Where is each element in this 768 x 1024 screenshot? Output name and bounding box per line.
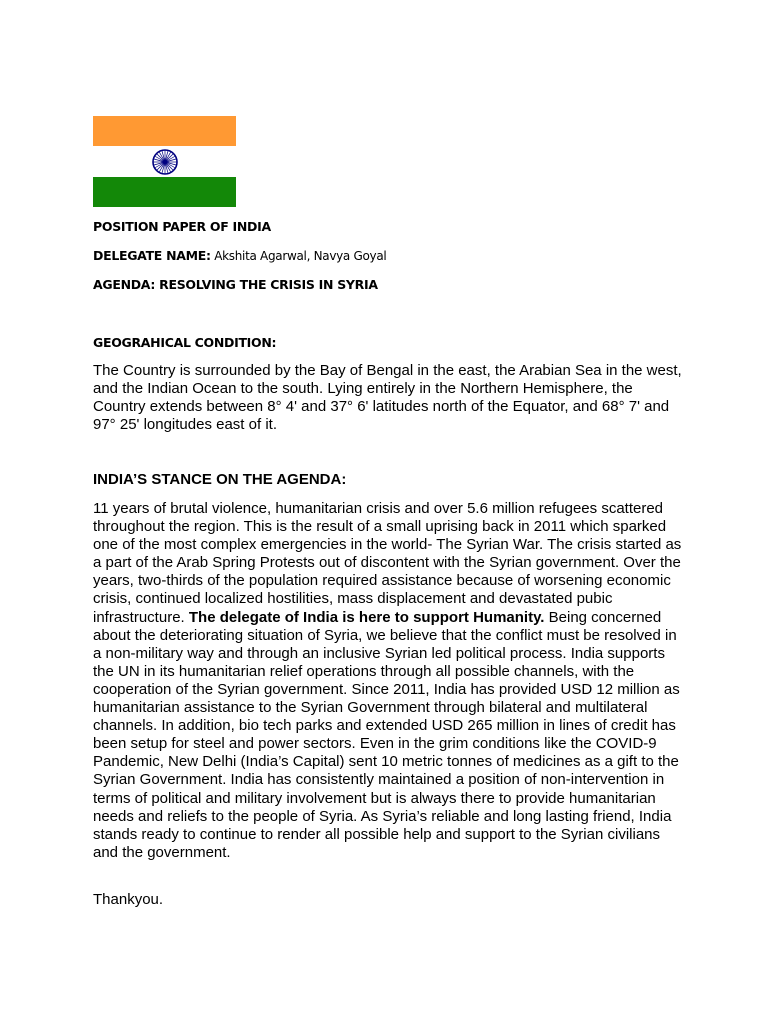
delegate-label: DELEGATE NAME: <box>93 248 211 263</box>
delegate-names: Akshita Agarwal, Navya Goyal <box>210 249 387 263</box>
stance-text-before: 11 years of brutal violence, humanitarian crisis and over 5.6 million refugees scattered throughout the region. This is the result of a small uprising back in 2011 which sparked one of the most complex emergencies in the world- The Syrian War. The crisis started as a part of the Arab Spring Protests out of discontent with the Syrian government. Over the years, two-thirds of the population required assistance because of worsening economic crisis, continued localized hostilities, mass displacement and devastated pubic infrastructure. <box>93 500 682 626</box>
page-title: POSITION PAPER OF INDIA <box>93 219 271 234</box>
closing-text: Thankyou. <box>93 891 164 908</box>
stance-heading: INDIA’S STANCE ON THE AGENDA: <box>93 471 347 488</box>
geography-paragraph: The Country is surrounded by the Bay of Bengal in the east, the Arabian Sea in the west, and the Indian Ocean to the south. Lying entirely in the Northern Hemisphere, the Country extends between 8° 4' and 37° 6' latitudes north of the Equator, and 68° 7' and 97° 25' longitudes east of it. <box>93 362 682 434</box>
agenda-heading: AGENDA: RESOLVING THE CRISIS IN SYRIA <box>93 277 378 292</box>
ashoka-chakra-icon <box>153 150 177 174</box>
india-flag-icon <box>93 116 236 207</box>
stance-paragraph <box>93 500 683 862</box>
stance-text-bold: The delegate of India is here to support Humanity. <box>188 608 545 626</box>
delegate-line <box>93 248 386 263</box>
stance-text-after: Being concerned about the deteriorating situation of Syria, we believe that the conflict must be resolved in a non-military way and through an inclusive Syrian led political process. India supports the UN in its humanitarian relief operations through all possible channels, with the cooperation of the Syrian government. Since 2011, India has provided USD 12 million as humanitarian assistance to the Syrian Government through bilateral and multilateral channels. In addition, bio tech parks and extended USD 265 million in lines of credit has been setup for steel and power sectors. Even in the grim conditions like the COVID-9 Pandemic, New Delhi (India’s Capital) sent 10 metric tonnes of medicines as a gift to the Syrian Government. India has consistently maintained a position of non-intervention in terms of political and military involvement but is always there to provide humanitarian needs and reliefs to the people of Syria. As Syria’s reliable and long lasting friend, India stands ready to continue to render all possible help and support to the Syrian civilians and the government. <box>93 608 680 861</box>
geography-heading: GEOGRAHICAL CONDITION: <box>93 335 277 350</box>
